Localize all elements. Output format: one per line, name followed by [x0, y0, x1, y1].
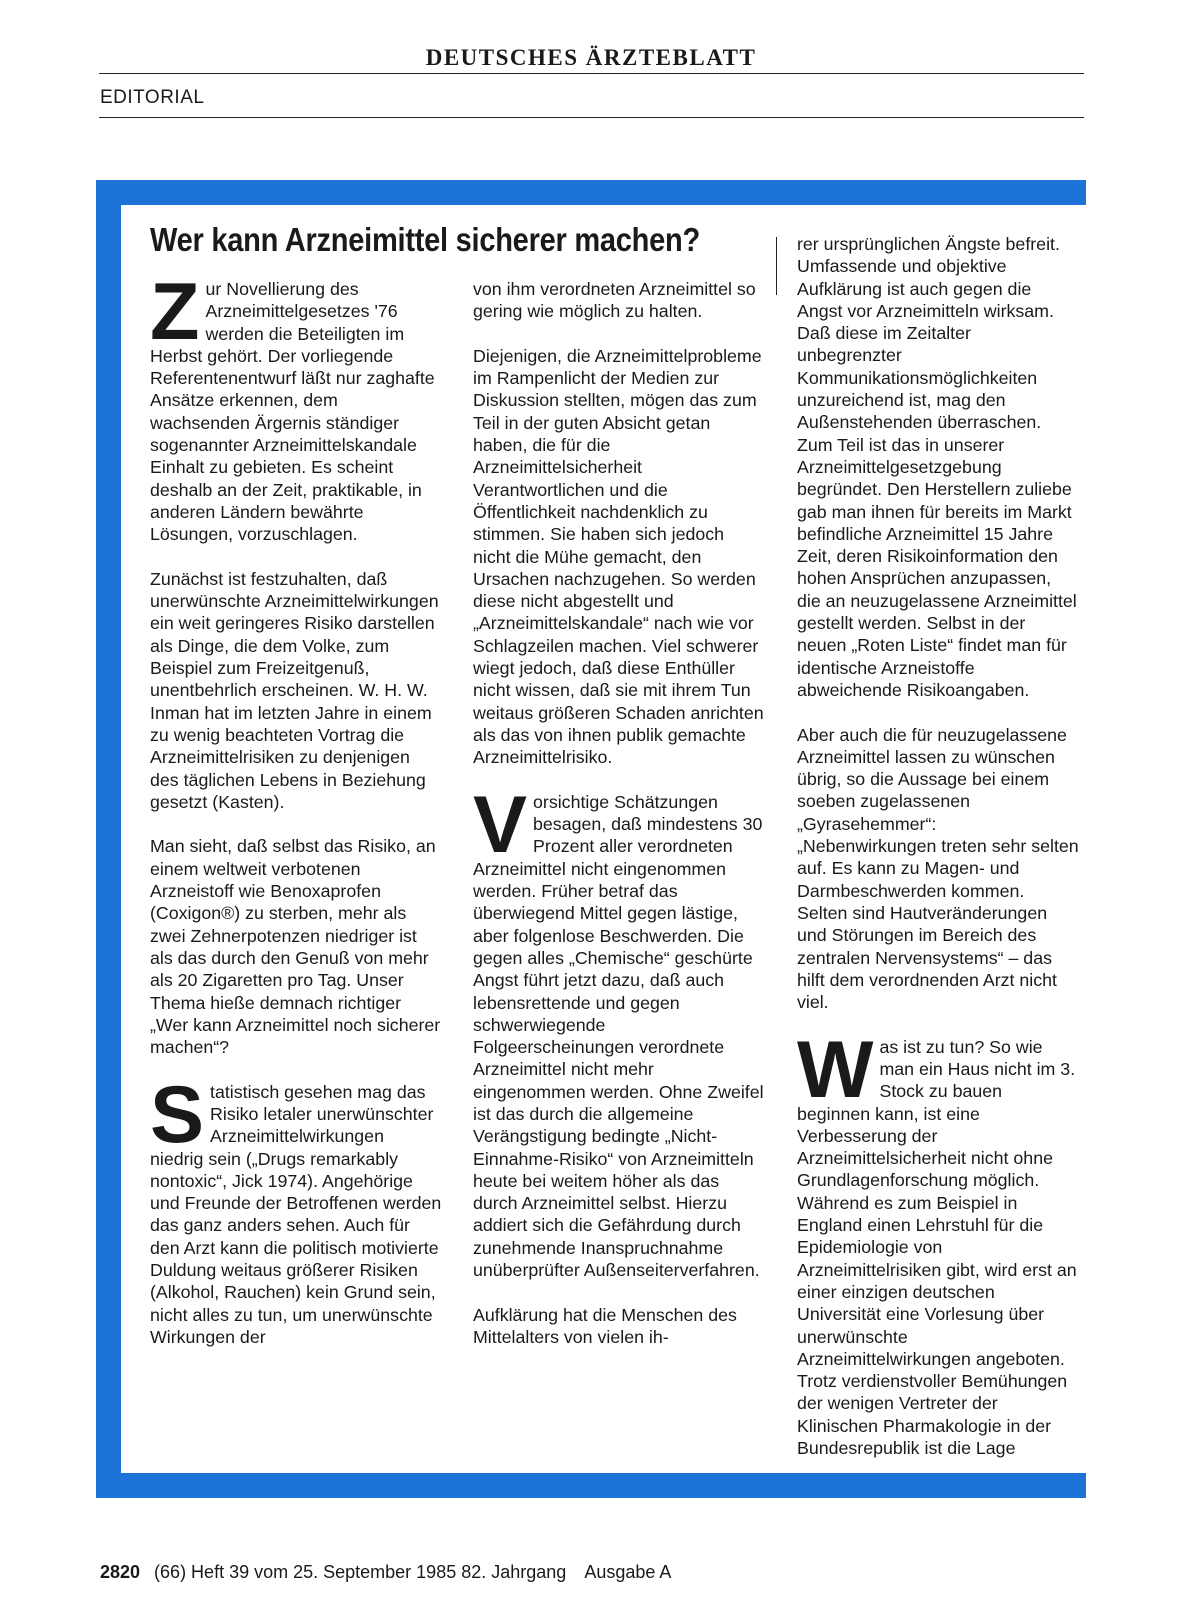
title-divider: [776, 237, 777, 295]
column-3: [797, 233, 1079, 1482]
paragraph: [797, 1024, 1079, 1460]
paragraph-text: as ist zu tun? So wie man ein Haus nicht im 3. Stock zu bauen beginnen kann, ist eine Verbesserung der Arzneimittelsicherheit nicht ohne Grundlagenforschung möglich. Während es zum Beispiel in England einen Lehrstuhl für die Epidemiologie von Arzneimittelrisiken gibt, wird erst an einer einzigen deutschen Universität eine Vorlesung über unerwünschte Arzneimittelwirkungen angeboten. Trotz verdienstvoller Bemühungen der wenigen Vertreter der Klinischen Pharmakologie in der Bundesrepublik ist die Lage: [797, 1036, 1077, 1459]
paragraph: Aber auch die für neuzugelassene Arzneimittel lassen zu wünschen übrig, so die Aussage bei einem soeben zugelassenen „Gyrasehemmer“: „Nebenwirkungen treten sehr selten auf. Es kann zu Magen- und Darmbeschwerden kommen. Selten sind Hautveränderungen und Störungen im Bereich des zentralen Nervensystems“ – das hilft dem verordnenden Arzt nicht viel.: [797, 724, 1079, 1013]
paragraph: Man sieht, daß selbst das Risiko, an einem weltweit verbotenen Arzneistoff wie Benoxaprofen (Coxigon®) zu sterben, mehr als zwei Zehnerpotenzen niedriger ist als das durch den Genuß von mehr als 20 Zigaretten pro Tag. Unser Thema hieße demnach richtiger „Wer kann Arzneimittel noch sicherer machen“?: [150, 836, 441, 1058]
column-1: [150, 267, 442, 1371]
paragraph: rer ursprünglichen Ängste befreit. Umfassende und objektive Aufklärung ist auch gegen die Angst vor Arzneimitteln wirksam. Daß diese im Zeitalter unbegrenzter Kommunikationsmöglichkeiten unzureichend ist, mag den Außenstehenden überraschen. Zum Teil ist das in unserer Arzneimittelgesetzgebung begründet. Den Herstellern zuliebe gab man ihnen für bereits im Markt befindliche Arzneimittel 15 Jahre Zeit, deren Risikoinformation den hohen Ansprüchen anzupassen, die an neuzugelassene Arzneimittel gestellt werden. Selbst in der neuen „Roten Liste“ findet man für identische Arzneistoffe abweichende Risikoangaben.: [797, 234, 1077, 700]
section-label: EDITORIAL: [100, 87, 205, 108]
paragraph: von ihm verordneten Arzneimittel so gering wie möglich zu halten.: [473, 279, 756, 322]
paragraph-text: ur Novellierung des Arzneimittelgesetzes '76 werden die Beteiligten im Herbst gehört. Der vorliegende Referentenentwurf läßt nur zaghafte Ansätze erkennen, dem wachsenden Ärgernis ständiger sogenannter Arzneimittelskandale Einhalt zu gebieten. Es scheint deshalb an der Zeit, praktikable, in anderen Ländern bewährte Lösungen, vorzuschlagen.: [150, 279, 435, 545]
drop-cap: V: [473, 779, 528, 870]
section-rule: [99, 117, 1084, 118]
paragraph-text: orsichtige Schätzungen besagen, daß mindestens 30 Prozent aller verordneten Arzneimittel nicht eingenommen werden. Früher betraf das überwiegend Mittel gegen lästige, aber folgenlose Beschwerden. Die gegen alles „Chemische“ geschürte Angst führt jetzt dazu, daß auch lebensrettende und gegen schwerwiegende Folgeerscheinungen verordnete Arzneimittel nicht mehr eingenommen werden. Ohne Zweifel ist das durch die allgemeine Verängstigung bedingte „Nicht-Einnahme-Risiko“ von Arzneimitteln heute bei weitem höher als das durch Arzneimittel selbst. Hierzu addiert sich die Gefährdung durch zunehmende Inanspruchnahme unüberprüfter Außenseiterverfahren.: [473, 791, 764, 1281]
page-footer: [100, 1561, 671, 1583]
drop-cap: W: [797, 1024, 874, 1115]
masthead: DEUTSCHES ÄRZTEBLATT: [425, 45, 757, 70]
paragraph: Zunächst ist festzuhalten, daß unerwünschte Arzneimittelwirkungen ein weit geringeres Risiko darstellen als Dinge, die dem Volke, zum Beispiel zum Freizeitgenuß, unentbehrlich erscheinen. W. H. W. Inman hat im letzten Jahre in einem zu wenig beachteten Vortrag die Arzneimittelrisiken zu denjenigen des täglichen Lebens in Beziehung gesetzt (Kasten).: [150, 568, 439, 812]
column-2: [473, 278, 766, 1371]
drop-cap: S: [150, 1069, 205, 1160]
paragraph: Aufklärung hat die Menschen des Mittelalters von vielen ih-: [473, 1304, 737, 1347]
edition-label: Ausgabe A: [584, 1562, 672, 1582]
page-number: 2820: [100, 1562, 141, 1582]
paragraph: [473, 779, 766, 1282]
masthead-rule: [99, 73, 1084, 74]
paragraph: [150, 1069, 442, 1349]
issue-info: (66) Heft 39 vom 25. September 1985 82. Jahrgang: [154, 1562, 567, 1582]
paragraph-text: tatistisch gesehen mag das Risiko letaler unerwünschter Arzneimittelwirkungen niedrig sein („Drugs remarkably nontoxic“, Jick 1974). Angehörige und Freunde der Betroffenen werden das ganz anders sehen. Auch für den Arzt kann die politisch motivierte Duldung weitaus größerer Risiken (Alkohol, Rauchen) kein Grund sein, nicht alles zu tun, um unerwünschte Wirkungen der: [150, 1081, 442, 1347]
paragraph: Diejenigen, die Arzneimittelprobleme im Rampenlicht der Medien zur Diskussion stellten, mögen das zum Teil in der guten Absicht getan haben, die für die Arzneimittelsicherheit Verantwortlichen und die Öffentlichkeit nachdenklich zu stimmen. Sie haben sich jedoch nicht die Mühe gemacht, den Ursachen nachzugehen. So werden diese nicht abgestellt und „Arzneimittelskandale“ nach wie vor Schlagzeilen machen. Viel schwerer wiegt jedoch, daß diese Enthüller nicht wissen, daß sie mit ihrem Tun weitaus größeren Schaden anrichten als das von ihnen publik gemachte Arzneimittelrisiko.: [473, 345, 764, 768]
paragraph: [150, 267, 442, 546]
article-title: Wer kann Arzneimittel sicherer machen?: [150, 221, 700, 258]
drop-cap: Z: [150, 267, 200, 357]
